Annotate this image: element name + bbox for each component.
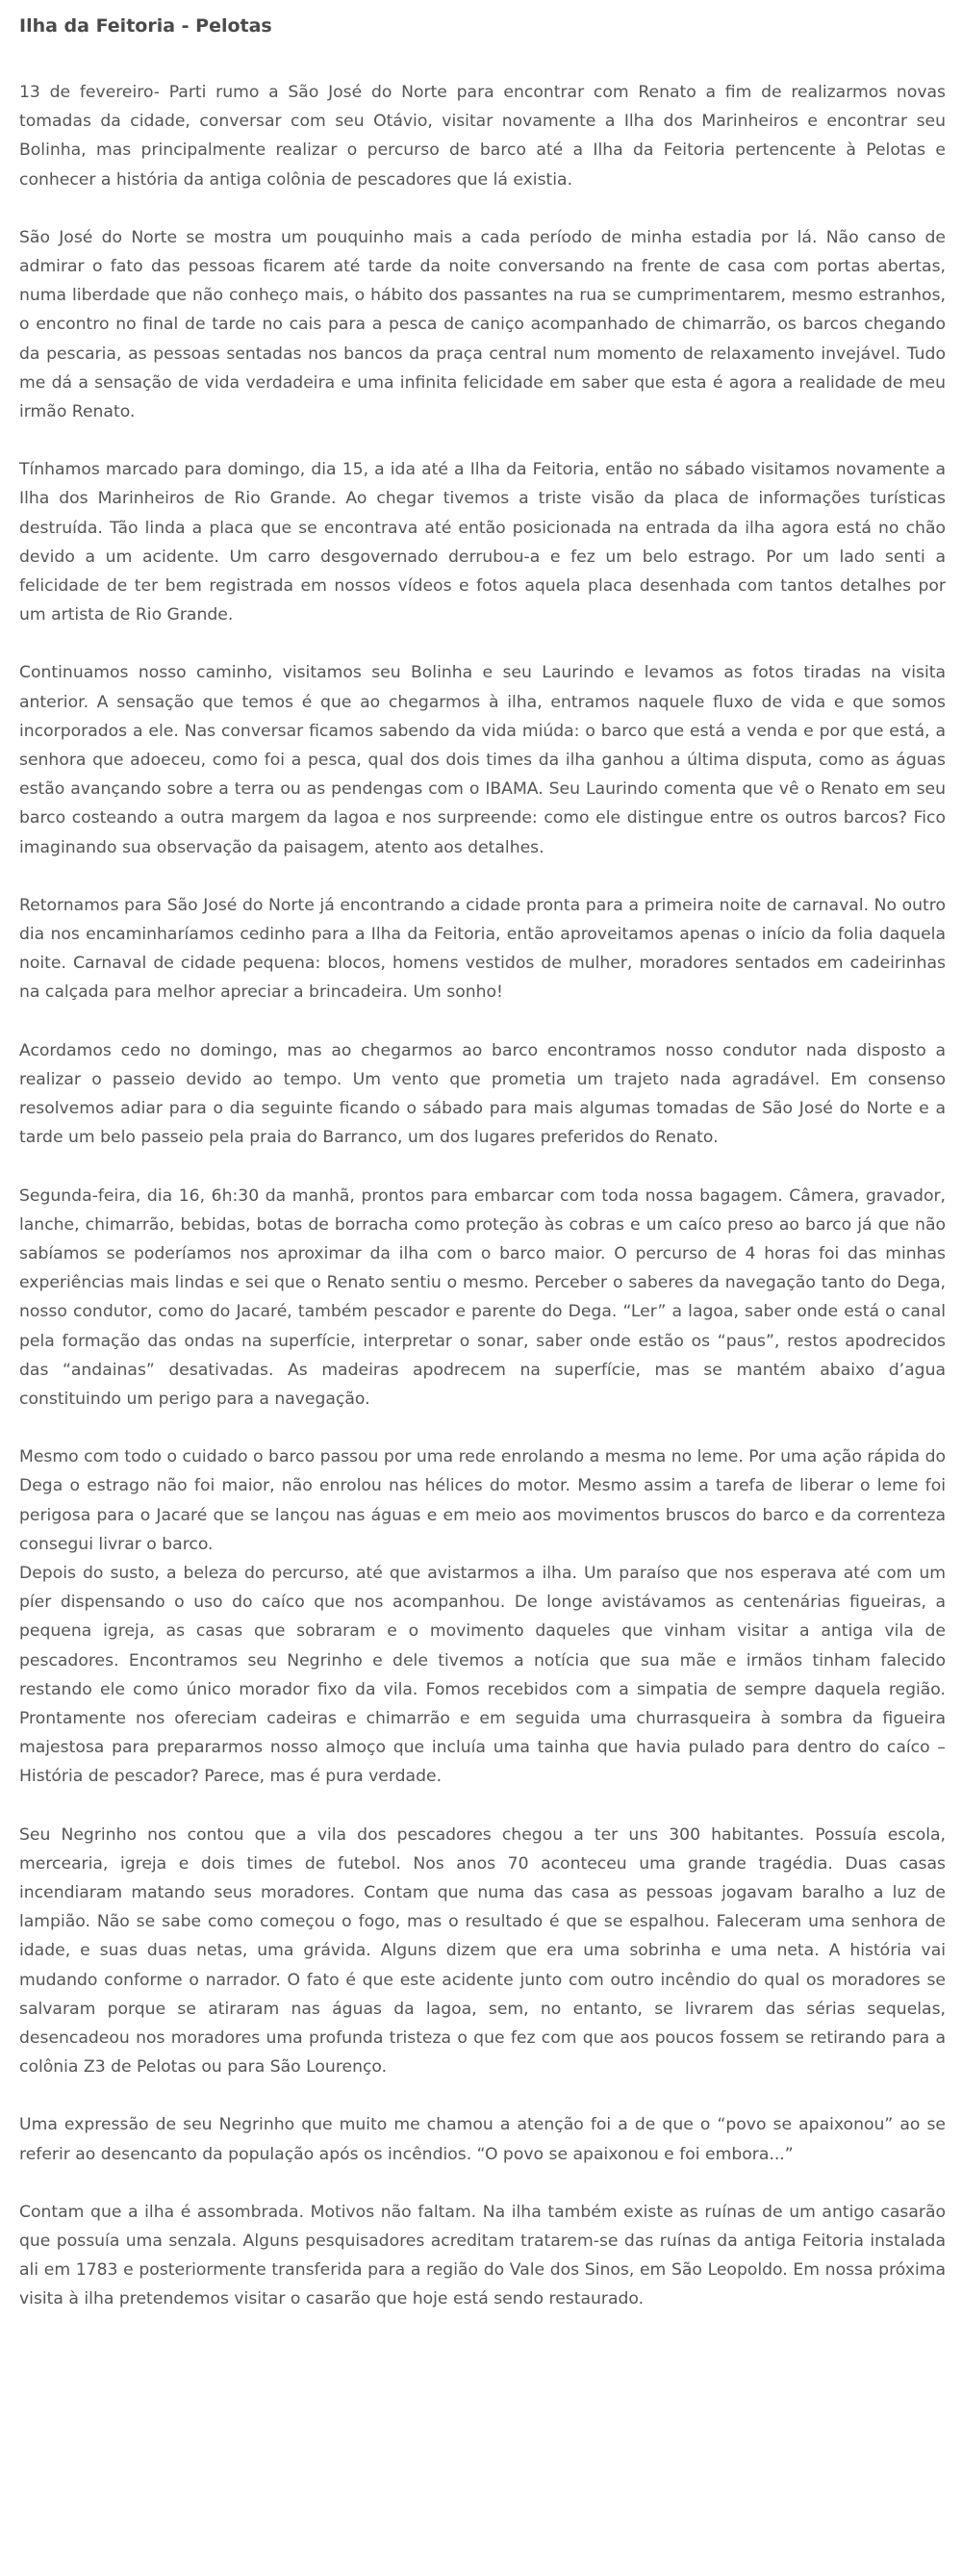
article-title: Ilha da Feitoria - Pelotas [19, 15, 272, 37]
paragraph-4: Continuamos nosso caminho, visitamos seu Bolinha e seu Laurindo e levamos as fotos tiradas na visita anterior. A sensação que temos é que ao chegarmos à ilha, entramos naquele fluxo de vida e que somos incorporados a ele. Nas conversar ficamos sabendo da vida miúda: o barco que está a venda e por que está, a senhora que adoeceu, como foi a pesca, qual dos dois times da ilha ganhou a última disputa, como as águas estão avançando sobre a terra ou as pendengas com o IBAMA. Seu Laurindo comenta que vê o Renato em seu barco costeando a outra margem da lagoa e nos surpreende: como ele distingue entre os outros barcos? Fico imaginando sua observação da paisagem, atento aos detalhes. [19, 663, 946, 857]
paragraph-11: Uma expressão de seu Negrinho que muito me chamou a atenção foi a de que o “povo se apaixonou” ao se referir ao desencanto da população após os incêndios. “O povo se apaixonou e foi embora...” [19, 2115, 946, 2164]
paragraph-3: Tínhamos marcado para domingo, dia 15, a ida até a Ilha da Feitoria, então no sábado visitamos novamente a Ilha dos Marinheiros de Rio Grande. Ao chegar tivemos a triste visão da placa de informações turísticas destruída. Tão linda a placa que se encontrava até então posicionada na entrada da ilha agora está no chão devido a um acidente. Um carro desgovernado derrubou-a e fez um belo estrago. Por um lado senti a felicidade de ter bem registrada em nossos vídeos e fotos aquela placa desenhada com tantos detalhes por um artista de Rio Grande. [19, 460, 946, 625]
paragraph-7: Segunda-feira, dia 16, 6h:30 da manhã, prontos para embarcar com toda nossa bagagem. Câmera, gravador, lanche, chimarrão, bebidas, botas de borracha como proteção às cobras e um caíco preso ao barco já que não sabíamos se poderíamos nos aproximar da ilha com o barco maior. O percurso de 4 horas foi das minhas experiências mais lindas e sei que o Renato sentiu o mesmo. Perceber o saberes da navegação tanto do Dega, nosso condutor, como do Jacaré, também pescador e parente do Dega. “Ler” a lagoa, saber onde está o canal pela formação das ondas na superfície, interpretar o sonar, saber onde estão os “paus”, restos apodrecidos das “andainas” desativadas. As madeiras apodrecem na superfície, mas se mantém abaixo d’agua constituindo um perigo para a navegação. [19, 1186, 946, 1409]
paragraph-8: Mesmo com todo o cuidado o barco passou por uma rede enrolando a mesma no leme. Por uma ação rápida do Dega o estrago não foi maior, não enrolou nas hélices do motor. Mesmo assim a tarefa de liberar o leme foi perigosa para o Jacaré que se lançou nas águas e em meio aos movimentos bruscos do barco e da correnteza consegui livrar o barco. [19, 1447, 946, 1554]
paragraph-10: Seu Negrinho nos contou que a vila dos pescadores chegou a ter uns 300 habitantes. Possuía escola, mercearia, igreja e dois times de futebol. Nos anos 70 aconteceu uma grande tragédia. Duas casas incendiaram matando seus moradores. Contam que numa das casa as pessoas jogavam baralho a luz de lampião. Não se sabe como começou o fogo, mas o resultado é que se espalhou. Faleceram uma senhora de idade, e suas duas netas, uma grávida. Alguns dizem que era uma sobrinha e uma neta. A história vai mudando conforme o narrador. O fato é que este acidente junto com outro incêndio do qual os moradores se salvaram porque se atiraram nas águas da lagoa, sem, no entanto, se livrarem das sérias sequelas, desencadeou nos moradores uma profunda tristeza o que fez com que aos poucos fossem se retirando para a colônia Z3 de Pelotas ou para São Lourenço. [19, 1824, 946, 2078]
paragraph-6: Acordamos cedo no domingo, mas ao chegarmos ao barco encontramos nosso condutor nada disposto a realizar o passeio devido ao tempo. Um vento que prometia um trajeto nada agradável. Em consenso resolvemos adiar para o dia seguinte ficando o sábado para mais algumas tomadas de São José do Norte e a tarde um belo passeio pela praia do Barranco, um dos lugares preferidos do Renato. [19, 1040, 946, 1148]
paragraph-12: Contam que a ilha é assombrada. Motivos não faltam. Na ilha também existe as ruínas de um antigo casarão que possuía uma senzala. Alguns pesquisadores acreditam tratarem-se das ruínas da antiga Feitoria instalada ali em 1783 e posteriormente transferida para a região do Vale dos Sinos, em São Leopoldo. Em nossa próxima visita à ilha pretendemos visitar o casarão que hoje está sendo restaurado. [19, 2202, 946, 2309]
article [19, 10, 946, 2343]
paragraph-9: Depois do susto, a beleza do percurso, até que avistarmos a ilha. Um paraíso que nos esperava até com um píer dispensando o uso do caíco que nos acompanhou. De longe avistávamos as centenárias figueiras, a pequena igreja, as casas que sobraram e o movimento daqueles que vinham visitar a antiga vila de pescadores. Encontramos seu Negrinho e dele tivemos a notícia que sua mãe e irmãos tinham falecido restando ele como único morador fixo da vila. Fomos recebidos com a simpatia de sempre daquela região. Prontamente nos ofereciam cadeiras e chimarrão e em seguida uma churrasqueira à sombra da figueira majestosa para prepararmos nosso almoço que incluía uma tainha que havia pulado para dentro do caíco – História de pescador? Parece, mas é pura verdade. [19, 1563, 946, 1787]
paragraph-5: Retornamos para São José do Norte já encontrando a cidade pronta para a primeira noite de carnaval. No outro dia nos encaminharíamos cedinho para a Ilha da Feitoria, então aproveitamos apenas o início da folia daquela noite. Carnaval de cidade pequena: blocos, homens vestidos de mulher, moradores sentados em cadeirinhas na calçada para melhor apreciar a brincadeira. Um sonho! [19, 895, 946, 1003]
paragraph-2: São José do Norte se mostra um pouquinho mais a cada período de minha estadia por lá. Não canso de admirar o fato das pessoas ficarem até tarde da noite conversando na frente de casa com portas abertas, numa liberdade que não conheço mais, o hábito dos passantes na rua se cumprimentarem, mesmo estranhos, o encontro no final de tarde no cais para a pesca de caniço acompanhado de chimarrão, os barcos chegando da pescaria, as pessoas sentadas nos bancos da praça central num momento de relaxamento invejável. Tudo me dá a sensação de vida verdadeira e uma infinita felicidade em saber que esta é agora a realidade de meu irmão Renato. [19, 227, 946, 422]
paragraph-1: 13 de fevereiro- Parti rumo a São José do Norte para encontrar com Renato a fim de realizarmos novas tomadas da cidade, conversar com seu Otávio, visitar novamente a Ilha dos Marinheiros e encontrar seu Bolinha, mas principalmente realizar o percurso de barco até a Ilha da Feitoria pertencente à Pelotas e conhecer a história da antiga colônia de pescadores que lá existia. [19, 83, 946, 190]
